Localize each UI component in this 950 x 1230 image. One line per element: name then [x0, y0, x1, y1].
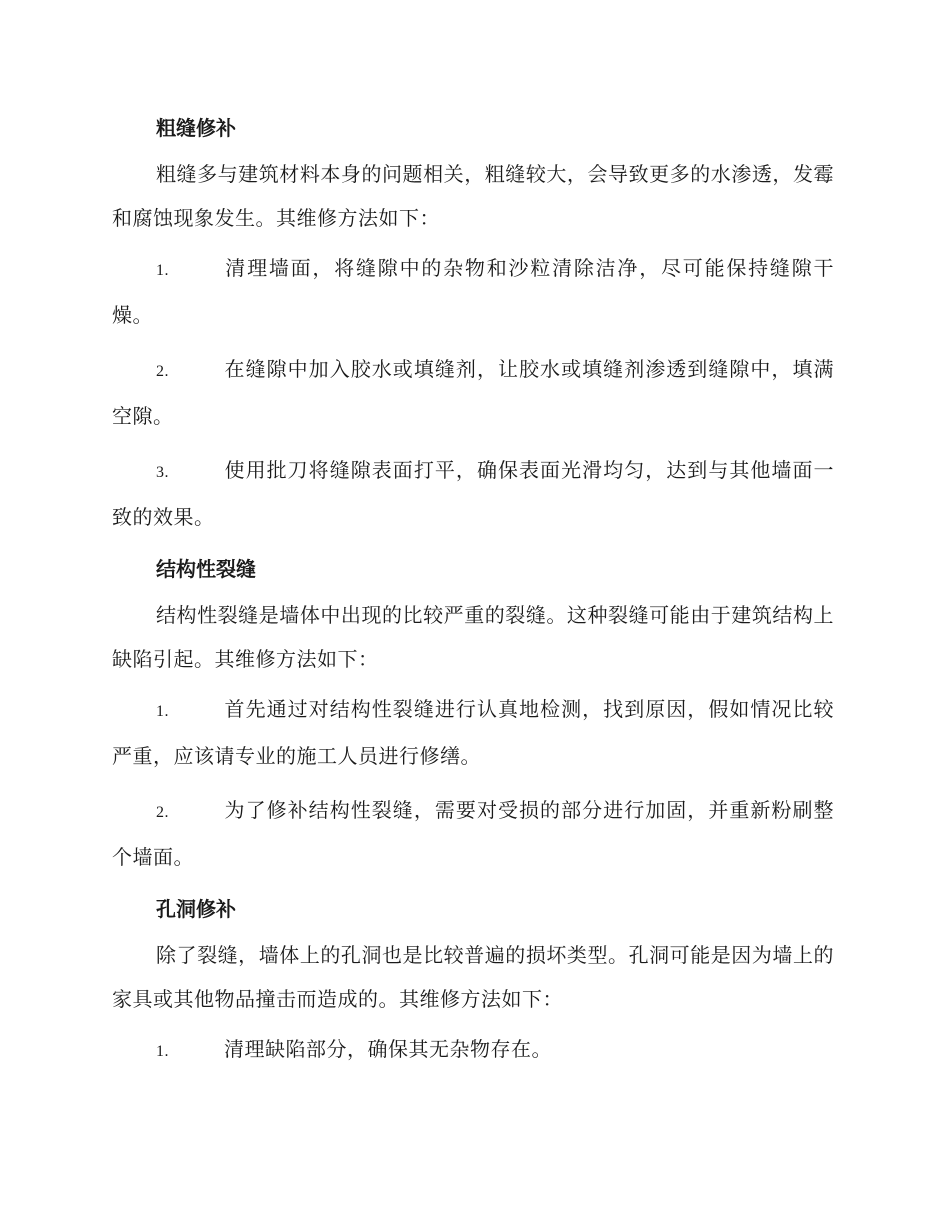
list-item	[112, 788, 834, 879]
list-item	[112, 687, 834, 778]
section-intro: 粗缝多与建筑材料本身的问题相关，粗缝较大，会导致更多的水渗透，发霉和腐蚀现象发生。其维修方法如下：	[112, 162, 834, 230]
list-item	[112, 1027, 834, 1074]
section-heading-hole-repair: 孔洞修补	[156, 897, 236, 921]
list-item-text: 清理墙面，将缝隙中的杂物和沙粒清除洁净，尽可能保持缝隙干燥。	[112, 256, 834, 327]
list-item	[112, 347, 834, 438]
list-item-text: 首先通过对结构性裂缝进行认真地检测，找到原因，假如情况比较严重，应该请专业的施工人员进行修缮。	[112, 697, 834, 768]
list-number: 1.	[156, 703, 169, 720]
list-item-text: 清理缺陷部分，确保其无杂物存在。	[224, 1037, 552, 1061]
list-item-text: 在缝隙中加入胶水或填缝剂，让胶水或填缝剂渗透到缝隙中，填满空隙。	[112, 357, 834, 428]
list-item-text: 使用批刀将缝隙表面打平，确保表面光滑均匀，达到与其他墙面一致的效果。	[112, 458, 834, 529]
section-heading-structural-crack: 结构性裂缝	[156, 557, 256, 581]
list-item-text: 为了修补结构性裂缝，需要对受损的部分进行加固，并重新粉刷整个墙面。	[112, 798, 834, 869]
list-number: 3.	[156, 464, 169, 481]
document-page	[112, 108, 834, 1084]
list-number: 1.	[156, 262, 169, 279]
list-number: 2.	[156, 804, 169, 821]
list-number: 2.	[156, 363, 169, 380]
section-heading-coarse-seam: 粗缝修补	[156, 116, 236, 140]
list-item	[112, 448, 834, 539]
list-item	[112, 246, 834, 337]
section-intro: 结构性裂缝是墙体中出现的比较严重的裂缝。这种裂缝可能由于建筑结构上缺陷引起。其维修方法如下：	[112, 603, 834, 671]
list-number: 1.	[156, 1043, 169, 1060]
section-intro: 除了裂缝，墙体上的孔洞也是比较普遍的损坏类型。孔洞可能是因为墙上的家具或其他物品撞击而造成的。其维修方法如下：	[112, 943, 834, 1011]
